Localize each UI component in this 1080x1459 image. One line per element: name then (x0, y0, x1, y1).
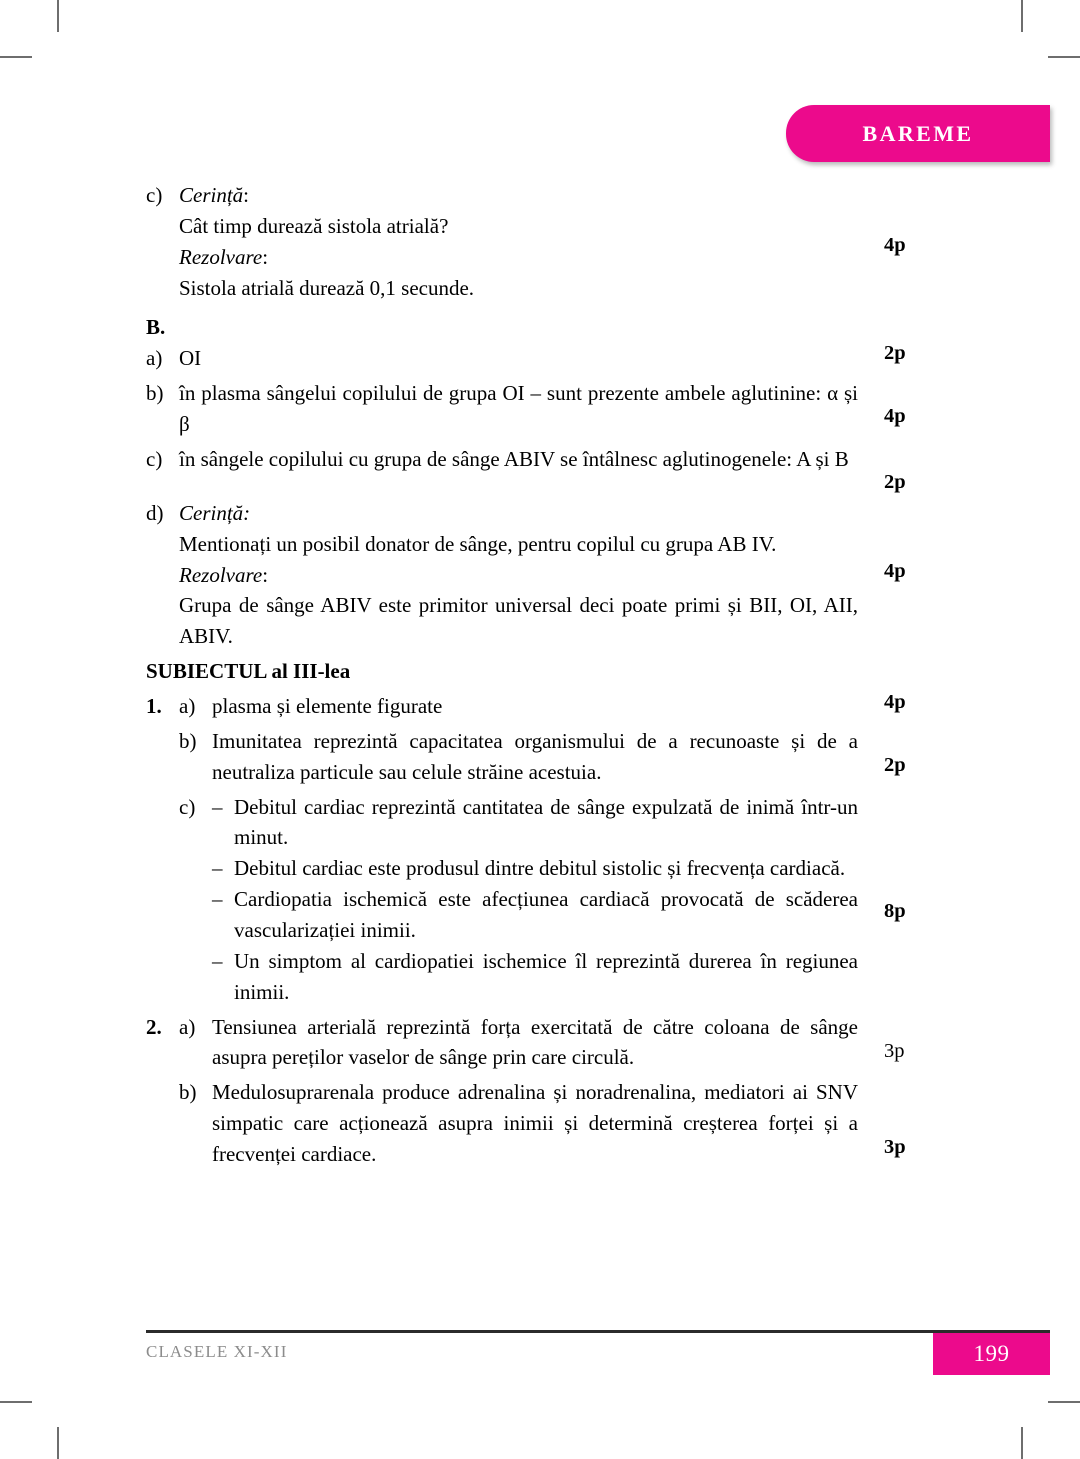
score-b-d (858, 498, 1052, 583)
score-q2-a (858, 1012, 1052, 1063)
crop-mark-bottom-left-vertical (57, 1427, 59, 1459)
score-q1-a (858, 691, 1052, 714)
question-number: 1. (146, 694, 162, 719)
page-number-block (933, 1333, 1050, 1375)
section-b-heading: B. (146, 315, 166, 340)
score-value: 2p (884, 753, 906, 776)
score-value: 4p (884, 405, 906, 428)
crop-mark-top-left-vertical (57, 0, 59, 32)
list-item (146, 691, 858, 722)
q2-b-row (146, 1077, 1052, 1170)
list-marker: b) (179, 1080, 197, 1105)
q2-a-text: Tensiunea arterială reprezintă forța exercitată de către coloana de sânge asupra pereților vaselor de sânge prin care circulă. (212, 1014, 858, 1070)
dash-item (212, 884, 858, 946)
score-q1-c (858, 792, 1052, 923)
question-number: 2. (146, 1014, 162, 1039)
score-value: 2p (884, 470, 906, 493)
bareme-header-badge (786, 105, 1050, 162)
list-marker: c) (146, 183, 163, 207)
section-b-c-text: în sângele copilului cu grupa de sânge ABIV se întâlnesc aglutinogenele: A și B (179, 446, 849, 471)
section-b-a-text: OI (179, 346, 202, 371)
list-item (146, 498, 858, 652)
q2-b-text: Medulosuprarenala produce adrenalina și noradrenalina, mediatori ai SNV simpatic care acționează asupra inimii și determină creșterea forței și a frecvenței cardiace. (212, 1080, 858, 1167)
score-value: 3p (884, 1039, 905, 1062)
dash-item (212, 853, 858, 884)
list-marker: c) (179, 794, 196, 819)
crop-mark-bottom-right-vertical (1021, 1427, 1023, 1459)
list-marker: a) (179, 1014, 196, 1039)
cerinta-question: Cât timp durează sistola atrială? (179, 213, 449, 238)
q1-a-row (146, 691, 1052, 722)
list-marker: b) (146, 381, 164, 406)
q1-c-row (146, 792, 1052, 1008)
dash-marker: – (212, 887, 223, 912)
list-item (146, 378, 858, 440)
page-footer (146, 1330, 1050, 1375)
rezolvare-colon: : (262, 562, 269, 587)
section-b-b-row (146, 378, 1052, 440)
dash-marker: – (212, 948, 223, 973)
score-value: 2p (884, 342, 906, 365)
answer-block-c (146, 180, 1052, 303)
bareme-header-label: BAREME (862, 120, 974, 146)
score-b-c (858, 444, 1052, 494)
crop-mark-top-right-horizontal (1048, 56, 1080, 58)
cerinta-label: Cerință (179, 183, 244, 207)
list-item (146, 444, 858, 475)
dash-text: Debitul cardiac reprezintă cantitatea de sânge expulzată de inimă într-un minut. (234, 794, 858, 850)
list-item (179, 726, 858, 788)
cerinta-label: Cerință: (179, 500, 251, 525)
cerinta-question: Mentionați un posibil donator de sânge, pentru copilul cu grupa AB IV. (179, 531, 777, 556)
cerinta-line (179, 180, 858, 211)
section-b-d-row (146, 498, 1052, 652)
crop-mark-top-left-horizontal (0, 56, 32, 58)
list-item (146, 1012, 858, 1074)
rezolvare-colon: : (262, 244, 269, 269)
dash-item (212, 946, 858, 1008)
list-item (146, 180, 858, 303)
list-item (179, 1077, 858, 1170)
rezolvare-label: Rezolvare (179, 562, 263, 587)
rezolvare-line (179, 242, 858, 273)
dash-text: Debitul cardiac este produsul dintre debitul sistolic și frecvența cardiacă. (234, 856, 846, 881)
score-value: 4p (884, 559, 906, 582)
score-c (858, 180, 1052, 257)
cerinta-colon: : (243, 183, 250, 207)
list-item (146, 343, 858, 374)
page-number: 199 (973, 1341, 1010, 1366)
rezolvare-label: Rezolvare (179, 244, 263, 269)
dash-text: Un simptom al cardiopatiei ischemice îl reprezintă durerea în regiunea inimii. (234, 948, 858, 1004)
score-q1-b (858, 726, 1052, 777)
dash-item (212, 792, 858, 854)
section-b-c-row (146, 444, 1052, 494)
q1-b-row (146, 726, 1052, 788)
rezolvare-answer: Grupa de sânge ABIV este primitor universal deci poate primi și BII, OI, AII, ABIV. (179, 593, 858, 649)
list-item (179, 792, 858, 1008)
score-value: 4p (884, 691, 906, 714)
rezolvare-line (179, 560, 858, 591)
q1-b-text: Imunitatea reprezintă capacitatea organismului de a recunoaste și de a neutraliza particule sau celule străine acestuia. (212, 728, 858, 784)
footer-class-label: CLASELE XI-XII (146, 1342, 288, 1361)
score-value: 8p (884, 899, 906, 922)
score-b-a (858, 312, 1052, 365)
subiectul-iii-heading: SUBIECTUL al III-lea (146, 659, 351, 684)
q1-a-text: plasma și elemente figurate (212, 694, 443, 719)
list-marker: a) (146, 346, 163, 371)
score-q2-b (858, 1077, 1052, 1159)
section-b-b-text: în plasma sângelui copilului de grupa OI – sunt prezente ambele aglutinine: α și β (179, 381, 858, 437)
dash-marker: – (212, 794, 223, 819)
score-value: 3p (884, 1136, 906, 1159)
score-b-b (858, 378, 1052, 428)
list-marker: d) (146, 500, 164, 525)
dash-marker: – (212, 856, 223, 881)
list-marker: c) (146, 446, 163, 471)
page-content (146, 180, 1052, 1170)
list-marker: b) (179, 728, 197, 753)
list-marker: a) (179, 694, 196, 719)
score-value: 4p (884, 234, 906, 256)
crop-mark-bottom-right-horizontal (1048, 1401, 1080, 1403)
section-b-heading-row (146, 312, 1052, 374)
crop-mark-bottom-left-horizontal (0, 1401, 32, 1403)
rezolvare-answer: Sistola atrială durează 0,1 secunde. (179, 275, 475, 300)
q2-a-row (146, 1012, 1052, 1074)
crop-mark-top-right-vertical (1021, 0, 1023, 32)
dash-text: Cardiopatia ischemică este afecțiunea cardiacă provocată de scăderea vascularizației inimii. (234, 887, 858, 943)
